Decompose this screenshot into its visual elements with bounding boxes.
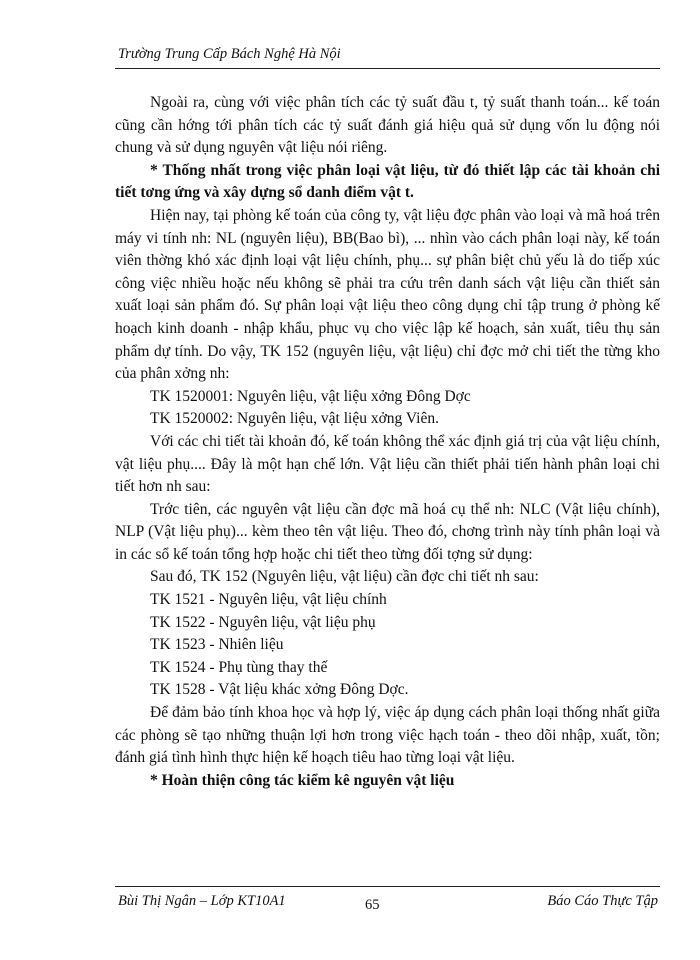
account-item: TK 1523 - Nhiên liệu — [150, 636, 284, 654]
account-item: TK 1520002: Nguyên liệu, vật liệu xởng Viên. — [150, 410, 439, 428]
page-header-title: Trường Trung Cấp Bách Nghệ Hà Nội — [118, 46, 341, 62]
account-item: TK 1522 - Nguyên liệu, vật liệu phụ — [150, 613, 376, 631]
page-number: 65 — [365, 897, 380, 913]
header-divider — [115, 68, 660, 69]
footer-divider — [115, 886, 660, 887]
section-heading-classification: * Thống nhất trong việc phân loại vật liệu, từ đó thiết lập các tài khoản chi tiết tơng ứng và xây dựng sổ danh điểm vật t. — [115, 161, 660, 202]
paragraph-detail-intro: Sau đó, TK 152 (Nguyên liệu, vật liệu) cần đợc chi tiết nh sau: — [150, 568, 539, 586]
paragraph-coding: Trớc tiên, các nguyên vật liệu cần đợc mã hoá cụ thể nh: NLC (Vật liệu chính), NLP (Vật liệu phụ)... kèm theo tên vật liệu. Theo đó, chơng trình này tính phân loại và in các sổ kế toán tổng hợp hoặc chi tiết theo từng đối tợng sử dụng: — [115, 500, 660, 563]
footer-report-title: Báo Cáo Thực Tập — [547, 893, 658, 909]
paragraph-limitation: Với các chi tiết tài khoản đó, kế toán không thể xác định giá trị của vật liệu chính, vật liệu phụ.... Đây là một hạn chế lớn. Vật liệu cần thiết phải tiến hành phân loại chi tiết hơn nh sau: — [115, 432, 660, 496]
paragraph-benefits: Để đảm bảo tính khoa học và hợp lý, việc áp dụng cách phân loại thống nhất giữa các phòng sẽ tạo những thuận lợi hơn trong việc hạch toán - theo dõi nhập, xuất, tồn; đánh giá tình hình thực hiện kế hoạch tiêu hao từng loại vật liệu. — [115, 704, 660, 767]
paragraph-current-classification: Hiện nay, tại phòng kế toán của công ty, vật liệu đợc phân vào loại và mã hoá trên máy vi tính nh: NL (nguyên liệu), BB(Bao bì), ... nhìn vào cách phân loại này, kế toán viên thờng khó xác định loại vật liệu chính, phụ... sự phân biệt chủ yếu là do tiếp xúc công việc nhiều hoặc nếu không sẽ phải tra cứu trên danh sách vật liệu cần thiết sản xuất loại sản phẩm đó. Sự phân loại vật liệu theo công dụng chỉ tập trung ở phòng kế hoạch kinh doanh - nhập khẩu, phục vụ cho việc lập kế hoạch, sản xuất, tiêu thụ sản phẩm dự tính. Do vậy, TK 152 (nguyên liệu, vật liệu) chỉ đợc mở chi tiết the từng kho của phân xởng nh: — [115, 206, 660, 383]
account-item: TK 1524 - Phụ tùng thay thế — [150, 658, 328, 676]
footer-author: Bùi Thị Ngân – Lớp KT10A1 — [118, 893, 286, 909]
document-body — [115, 92, 660, 792]
section-heading-inventory: * Hoàn thiện công tác kiểm kê nguyên vật liệu — [150, 771, 455, 789]
paragraph-analysis: Ngoài ra, cùng với việc phân tích các tỷ suất đầu t, tỷ suất thanh toán... kế toán cũng cần hớng tới phân tích các tỷ suất đánh giá hiệu quả sử dụng vốn lu động nói chung và sử dụng nguyên vật liệu nói riêng. — [115, 94, 660, 157]
account-item: TK 1520001: Nguyên liệu, vật liệu xởng Đông Dợc — [150, 387, 471, 405]
account-item: TK 1521 - Nguyên liệu, vật liệu chính — [150, 591, 387, 609]
account-item: TK 1528 - Vật liệu khác xởng Đông Dợc. — [150, 681, 409, 699]
